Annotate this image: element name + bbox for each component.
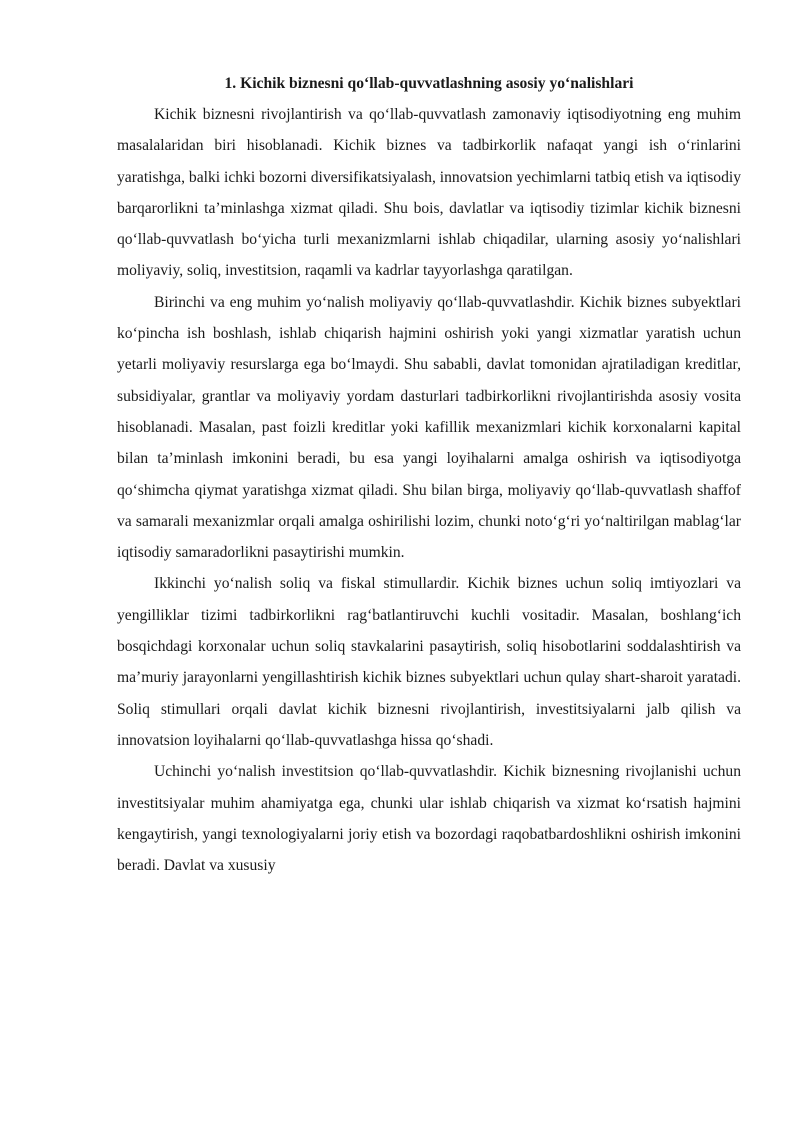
section-heading: 1. Kichik biznesni qo‘llab-quvvatlashning asosiy yo‘nalishlari [224,75,634,92]
paragraph-4: Uchinchi yo‘nalish investitsion qo‘llab-quvvatlashdir. Kichik biznesning rivojlanishi uchun investitsiyalar muhim ahamiyatga ega, chunki ular ishlab chiqarish va xizmat ko‘rsatish hajmini kengaytirish, yangi texnologiyalarni joriy etish va bozordagi raqobatbardoshlikni oshirish imkonini beradi. Davlat va xususiy [117,763,741,875]
paragraph-1: Kichik biznesni rivojlantirish va qo‘llab-quvvatlash zamonaviy iqtisodiyotning eng muhim masalalaridan biri hisoblanadi. Kichik biznes va tadbirkorlik nafaqat yangi ish o‘rinlarini yaratishga, balki ichki bozorni diversifikatsiyalash, innovatsion yechimlarni tatbiq etish va iqtisodiy barqarorlikni ta’minlashga xizmat qiladi. Shu bois, davlatlar va iqtisodiy tizimlar kichik biznesni qo‘llab-quvvatlash bo‘yicha turli mexanizmlarni ishlab chiqadilar, ularning asosiy yo‘nalishlari moliyaviy, soliq, investitsion, raqamli va kadrlar tayyorlashga qaratilgan. [117,106,741,280]
document-page [117,68,741,881]
paragraph-2: Birinchi va eng muhim yo‘nalish moliyaviy qo‘llab-quvvatlashdir. Kichik biznes subyektlari ko‘pincha ish boshlash, ishlab chiqarish hajmini oshirish yoki yangi xizmatlar yaratish uchun yetarli moliyaviy resurslarga ega bo‘lmaydi. Shu sababli, davlat tomonidan ajratiladigan kreditlar, subsidiyalar, grantlar va moliyaviy yordam dasturlari tadbirkorlikni rivojlantirishda asosiy vosita hisoblanadi. Masalan, past foizli kreditlar yoki kafillik mexanizmlari kichik korxonalarni kapital bilan ta’minlash imkonini beradi, bu esa yangi loyihalarni amalga oshirish va iqtisodiyotga qo‘shimcha qiymat yaratishga xizmat qiladi. Shu bilan birga, moliyaviy qo‘llab-quvvatlash shaffof va samarali mexanizmlar orqali amalga oshirilishi lozim, chunki noto‘g‘ri yo‘naltirilgan mablag‘lar iqtisodiy samaradorlikni pasaytirishi mumkin. [117,293,741,562]
paragraph-3: Ikkinchi yo‘nalish soliq va fiskal stimullardir. Kichik biznes uchun soliq imtiyozlari va yengilliklar tizimi tadbirkorlikni rag‘batlantiruvchi kuchli vositadir. Masalan, boshlang‘ich bosqichdagi korxonalar uchun soliq stavkalarini pasaytirish, soliq hisobotlarini soddalashtirish va ma’muriy jarayonlarni yengillashtirish kichik biznes subyektlari uchun qulay shart-sharoit yaratadi. Soliq stimullari orqali davlat kichik biznesni rivojlantirish, investitsiyalarni jalb qilish va innovatsion loyihalarni qo‘llab-quvvatlashga hissa qo‘shadi. [117,575,741,749]
